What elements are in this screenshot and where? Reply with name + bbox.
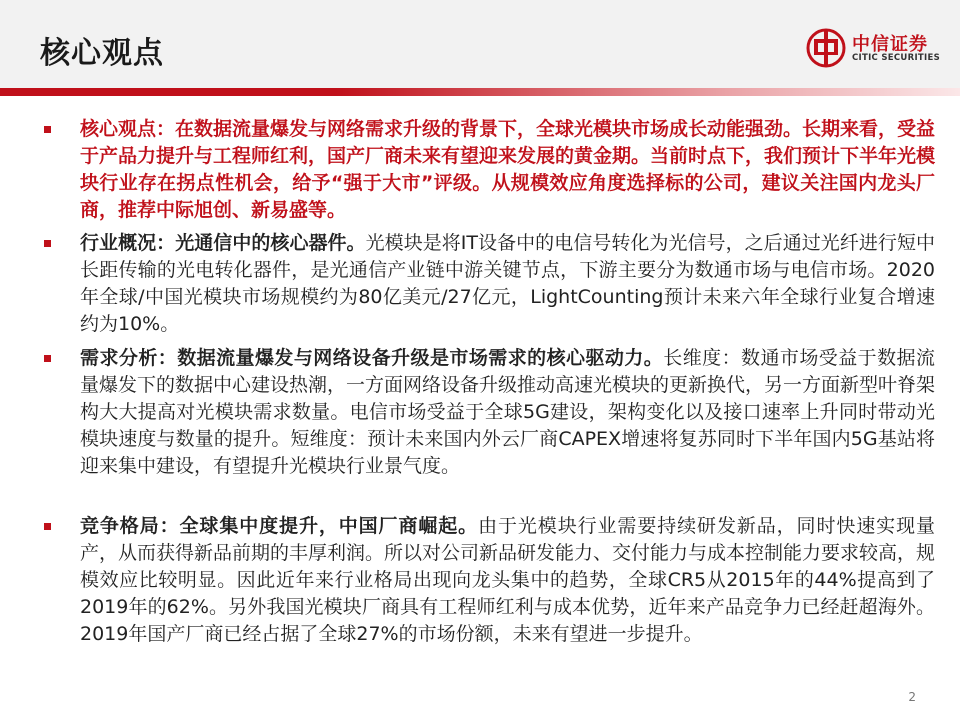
logo-chinese-name: 中信证券 (852, 34, 928, 55)
competition-paragraph (80, 513, 935, 648)
bullet-marker (44, 523, 51, 530)
key-view-text: 核心观点：在数据流量爆发与网络需求升级的背景下，全球光模块市场成长动能强劲。长期来看，受益于产品力提升与工程师红利，国产厂商未来有望迎来发展的黄金期。当前时点下，我们预计下半年光模块行业存在拐点性机会，给予“强于大市”评级。从规模效应角度选择标的公司，建议关注国内龙头厂商，推荐中际旭创、新易盛等。 (80, 118, 936, 221)
citic-logo (806, 28, 941, 68)
citic-logo-icon (806, 28, 846, 68)
header-divider (0, 88, 960, 96)
industry-overview-heading: 行业概况：光通信中的核心器件。 (80, 232, 366, 254)
key-view-paragraph (80, 116, 935, 224)
demand-analysis-text: 长维度：数通市场受益于数据流量爆发下的数据中心建设热潮，一方面网络设备升级推动高速光模块的更新换代，另一方面新型叶脊架构大大提高对光模块需求数量。电信市场受益于全球5G建设，架构变化以及接口速率上升同时带动光模块速度与数量的提升。短维度：预计未来国内外云厂商CAPEX增速将复苏同时下半年国内5G基站将迎来集中建设，有望提升光模块行业景气度。 (80, 347, 936, 477)
page-number: 2 (908, 690, 916, 704)
competition-heading: 竞争格局：全球集中度提升，中国厂商崛起。 (80, 515, 479, 537)
competition-text: 由于光模块行业需要持续研发新品，同时快速实现量产，从而获得新品前期的丰厚利润。所以对公司新品研发能力、交付能力与成本控制能力要求较高，规模效应比较明显。因此近年来行业格局出现向龙头集中的趋势，全球CR5从2015年的44%提高到了2019年的62%。另外我国光模块厂商具有工程师红利与成本优势，近年来产品竞争力已经赶超海外。2019年国产厂商已经占据了全球27%的市场份额，未来有望进一步提升。 (80, 515, 936, 645)
bullet-marker (44, 240, 51, 247)
page-title: 核心观点 (40, 36, 164, 71)
bullet-marker (44, 355, 51, 362)
industry-overview-paragraph (80, 230, 935, 338)
logo-english-name: CITIC SECURITIES (852, 53, 941, 63)
demand-analysis-heading: 需求分析：数据流量爆发与网络设备升级是市场需求的核心驱动力。 (80, 347, 664, 369)
header-bar (0, 0, 960, 88)
demand-analysis-paragraph (80, 345, 935, 480)
industry-overview-text: 光模块是将IT设备中的电信号转化为光信号，之后通过光纤进行短中长距传输的光电转化器件，是光通信产业链中游关键节点，下游主要分为数通市场与电信市场。2020年全球/中国光模块市场规模约为80亿美元/27亿元，LightCounting预计未来六年全球行业复合增速约为10%。 (80, 232, 935, 335)
bullet-marker (44, 126, 51, 133)
